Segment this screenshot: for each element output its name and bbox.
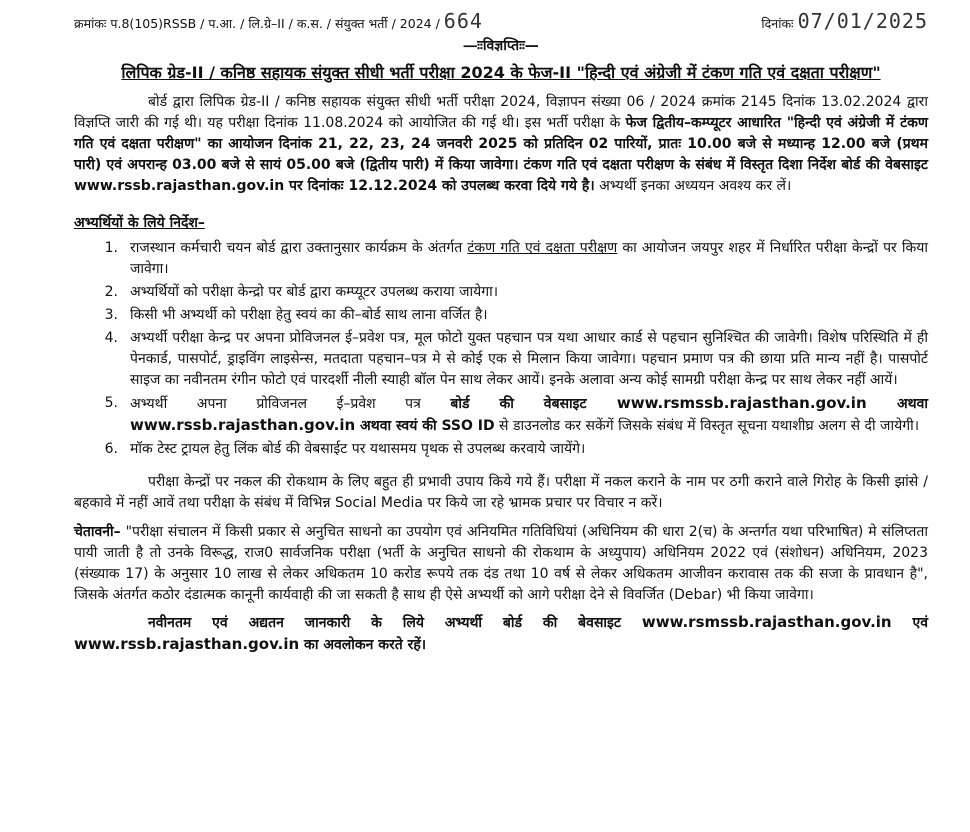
list-item-number: 4.	[104, 330, 118, 346]
notice-label: —ःःविज्ञप्तिःः—	[463, 38, 539, 54]
footer-link-rsmssb[interactable]: www.rsmssb.rajasthan.gov.in	[641, 613, 892, 631]
list-item	[74, 439, 928, 460]
list-item-text: अभ्यर्थी परीक्षा केन्द्र पर अपना प्रोविजनल ई–प्रवेश पत्र, मूल फोटो युक्त पहचान पत्र यथा आधार कार्ड से पहचान सुनिश्चित की जावेगी। विशेष परिस्थिति में ही पेनकार्ड, पासपोर्ट, ड्राइविंग लाइसेन्स, मतदाता पहचान–पत्र मे से कोई एक से मिलान किया जावेगा। पहचान प्रमाण पत्र की छाया प्रति मान्य नहीं है। पासपोर्ट साइज का नवीनतम रंगीन फोटो एवं पारदर्शी नीली स्याही बॉल पेन साथ लेकर आयें। इनके अलावा अन्य कोई सामग्री परीक्षा केन्द्र पर साथ लेकर नहीं आयें।	[130, 330, 928, 388]
measures-paragraph: परीक्षा केन्द्रों पर नकल की रोकथाम के लिए बहुत ही प्रभावी उपाय किये गये हैं। परीक्षा में नकल कराने के नाम पर ठगी कराने वाले गिरोह के किसी झांसे / बहकावे में नहीं आवें तथा परीक्षा के संबंध में विभिन्न Social Media पर किये जा रहे भ्रामक प्रचार पर विचार न करें।	[74, 474, 928, 511]
intro-part-1: बोर्ड द्वारा लिपिक ग्रेड-II / कनिष्ठ सहायक संयुक्त सीधी भर्ती परीक्षा 2024, विज्ञापन संख्या 06 / 2024 क्रमांक 2145 दिनांक 13.02.2024 द्वारा विज्ञप्ति जारी की गई थी। यह परीक्षा दिनांक 11.08.2024 को आयोजित की गई थी। इस भर्ती परीक्षा के	[74, 94, 928, 131]
list-item-bold: अथवा स्वयं की SSO ID	[355, 418, 495, 434]
list-item-underlined: टंकण गति एवं दक्षता परीक्षण	[467, 240, 618, 256]
list-item-text-part: से डाउनलोड कर सकेंगें जिसके संबंध में विस्तृत सूचना यथाशीघ्र अलग से दी जायेगी।	[494, 418, 920, 434]
website-link-rssb[interactable]: www.rssb.rajasthan.gov.in	[130, 416, 356, 434]
list-item-text-part: का आयोजन जयपुर शहर में निर्धारित परीक्षा केन्द्रों पर किया जावेगा।	[130, 240, 928, 277]
instructions-heading: अभ्यर्थियों के लिये निर्देश–	[74, 215, 205, 231]
list-item-text-part: अभ्यर्थी अपना प्रोविजनल ई–प्रवेश पत्र	[130, 396, 451, 412]
footer-text: का अवलोकन करते रहें।	[299, 637, 427, 653]
list-item-text: किसी भी अभ्यर्थी को परीक्षा हेतु स्वयं का की–बोर्ड साथ लाना वर्जित है।	[130, 307, 488, 323]
instructions-list	[74, 238, 928, 460]
warning-paragraph	[74, 522, 928, 606]
intro-part-4: अभ्यर्थी इनका अध्ययन अवश्य कर लें।	[594, 178, 792, 194]
list-item-number: 6.	[104, 441, 118, 457]
intro-part-2: फेज द्वितीय–कम्प्यूटर आधारित "हिन्दी एवं अंग्रेजी में टंकण गति एवं दक्षता परीक्षण" का आयोजन दिनांक 21, 22, 23, 24 जनवरी 2025 को प्रतिदिन 02 पारियों, प्रातः 10.00 बजे से मध्यान्ह 12.00 बजे (प्रथम पारी) एवं अपरान्ह 03.00 बजे से सायं 05.00 बजे (द्वितीय पारी) में किया जावेगा। टंकण गति एवं दक्षता परीक्षण के संबंध में विस्तृत दिशा निर्देश बोर्ड की वेबसाइट	[74, 115, 928, 173]
footer-text: एवं	[891, 615, 928, 631]
list-item-number: 2.	[104, 284, 118, 300]
list-item-text	[130, 238, 928, 280]
list-item-number: 1.	[104, 240, 118, 256]
warning-label: चेतावनी–	[74, 524, 121, 540]
footer-link-rssb[interactable]: www.rssb.rajasthan.gov.in	[74, 635, 300, 653]
list-item-bold: अथवा	[896, 396, 928, 412]
intro-paragraph	[74, 92, 928, 197]
reference-block	[74, 11, 483, 34]
list-item-text	[130, 393, 928, 437]
date-block	[761, 11, 928, 34]
list-item	[74, 282, 928, 303]
list-item-text-part: राजस्थान कर्मचारी चयन बोर्ड द्वारा उक्तानुसार कार्यक्रम के अंतर्गत	[130, 240, 468, 256]
list-item	[74, 305, 928, 326]
list-item-number: 3.	[104, 307, 118, 323]
header-line	[74, 10, 928, 34]
intro-part-3: www.rssb.rajasthan.gov.in पर दिनांकः 12.12.2024 को उपलब्ध करवा दिये गये है।	[74, 178, 595, 194]
notice-title	[74, 61, 928, 84]
website-link-rsmssb[interactable]: www.rsmssb.rajasthan.gov.in	[586, 394, 897, 412]
list-item-bold: बोर्ड की वेबसाइट	[450, 396, 587, 412]
footer-paragraph	[74, 612, 928, 656]
reference-label: क्रमांकः प.8(105)RSSB / प.आ. / लि.ग्रे–II / क.स. / संयुक्त भर्ती / 2024 /	[74, 16, 440, 31]
list-item-text: मॉक टेस्ट ट्रायल हेतु लिंक बोर्ड की वेबसाईट पर यथासमय पृथक से उपलब्ध करवाये जायेंगे।	[130, 441, 586, 457]
list-item	[74, 393, 928, 437]
footer-text: नवीनतम एवं अद्यतन जानकारी के लिये अभ्यर्थी बोर्ड की बेवसाइट	[148, 615, 642, 631]
list-item-text: अभ्यर्थियों को परीक्षा केन्द्रो पर बोर्ड द्वारा कम्प्यूटर उपलब्ध कराया जायेगा।	[130, 284, 499, 300]
list-item	[74, 238, 928, 280]
list-item	[74, 328, 928, 391]
list-item-number: 5.	[104, 395, 118, 411]
warning-text: "परीक्षा संचालन में किसी प्रकार से अनुचित साधनो का उपयोग एवं अनियमित गतिविधियां (अधिनियम की धारा 2(च) के अन्तर्गत यथा परिभाषित) मे संलिप्तता पायी जाती है तो उनके विरूद्ध, राज0 सार्वजनिक परीक्षा (भर्ती के अनुचित साधनो की रोकथाम के अध्युपाय) अधिनियम 2022 एवं (संशोधन) अधिनियम, 2023 (संख्याक 17) के अनुसार 10 लाख से लेकर अधिकतम 10 करोड रूपये तक दंड तथा 10 वर्ष से लेकर अधिकतम आजीवन करावास तक की सजा के प्रावधान है", जिसके अंतर्गत कठोर दंडात्मक कानूनी कार्यवाही की जा सकती है साथ ही ऐसे अभ्यर्थी को आगे परीक्षा देने से विवर्जित (Debar) भी किया जावेगा।	[74, 524, 928, 603]
date-label: दिनांकः	[761, 16, 794, 31]
notice-title-text: लिपिक ग्रेड-II / कनिष्ठ सहायक संयुक्त सीधी भर्ती परीक्षा 2024 के फेज-II "हिन्दी एवं अंग्रेजी में टंकण गति एवं दक्षता परीक्षण"	[121, 63, 881, 82]
date-value: 07/01/2025	[797, 9, 928, 33]
reference-number: 664	[443, 9, 483, 33]
